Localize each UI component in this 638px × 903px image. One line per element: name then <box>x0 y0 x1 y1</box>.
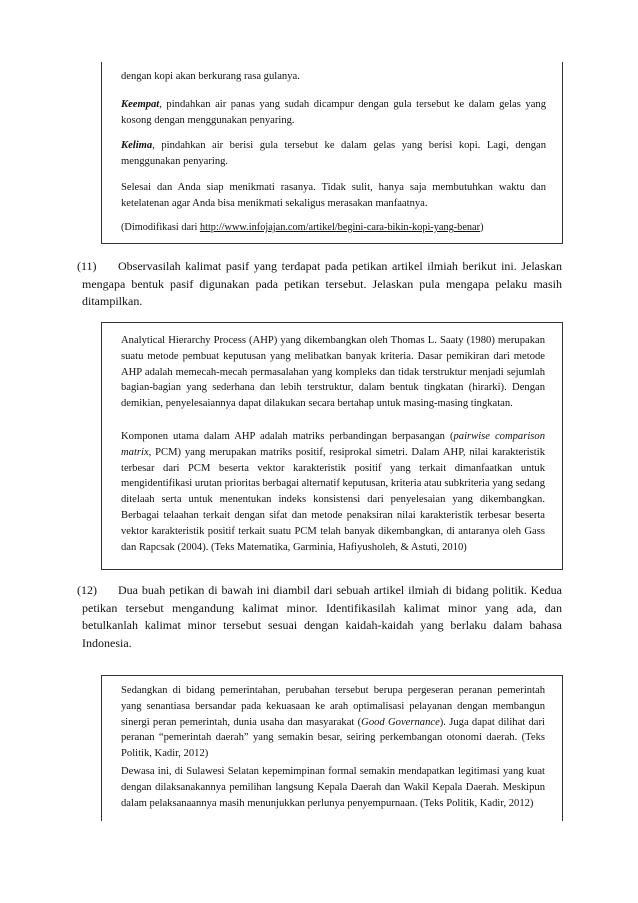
question-11-number: (11) <box>77 259 97 273</box>
ahp-paragraph-1: Analytical Hierarchy Process (AHP) yang dikembangkan oleh Thomas L. Saaty (1980) merupakan suatu metode pembuat keputusan yang melibatkan banyak kriteria. Dasar pemikiran dari metode AHP adalah memecah-mecah permasalahan yang kompleks dan tidak terstruktur menjadi sejumlah bagian-bagian yang sederhana dan lebih terstruktur, dalam bentuk tingkatan (hirarki). Dengan demikian, penyelesaiannya dapat dilakukan secara bertahap untuk masing-masing tingkatan. <box>121 335 545 410</box>
coffee-paragraph-kelima: Kelima, pindahkan air berisi gula tersebut ke dalam gelas yang berisi kopi. Lagi, dengan menggunakan penyaring. <box>121 140 546 167</box>
question-11-text: Observasilah kalimat pasif yang terdapat pada petikan artikel ilmiah berikut ini. Jelaskan mengapa bentuk pasif digunakan pada petikan tersebut. Jelaskan pula mengapa pelaku masih ditampilkan. <box>82 259 562 309</box>
source-link[interactable]: http://www.infojajan.com/artikel/begini-cara-bikin-kopi-yang-benar <box>199 222 481 233</box>
coffee-paragraph-selesai: Selesai dan Anda siap menikmati rasanya. Tidak sulit, hanya saja membutuhkan waktu dan ketelatenan agar Anda bisa menikmati sekaligus merasakan manfaatnya. <box>121 182 546 209</box>
keempat-label: Keempat <box>121 99 160 110</box>
question-12-number: (12) <box>77 583 97 597</box>
politik-paragraph-1: Sedangkan di bidang pemerintahan, perubahan tersebut berupa pergeseran peranan pemerintah yang senantiasa bersandar pada kekuasaan ke arah optimalisasi pelayanan dengan membangun sinergi peran pemerintah, dunia usaha dan masyarakat (Good Governance). Juga dapat dilihat dari peranan “pemerintah daerah” yang semakin besar, seiring perkembangan otonomi daerah. (Teks Politik, Kadir, 2012) <box>121 685 545 760</box>
politik-paragraph-2: Dewasa ini, di Sulawesi Selatan kepemimpinan formal semakin mendapatkan legitimasi yang kuat dengan dilaksanakannya pemilihan langsung Kepala Daerah dan Wakil Kepala Daerah. Meskipun dalam pelaksanaannya masih menunjukkan perlunya penyempurnaan. (Teks Politik, Kadir, 2012) <box>121 766 545 809</box>
kelima-label: Kelima <box>121 140 153 151</box>
good-governance-term: Good Governance <box>361 716 440 728</box>
ahp-paragraph-2: Komponen utama dalam AHP adalah matriks perbandingan berpasangan (pairwise comparison matrix, PCM) yang merupakan matriks positif, resiprokal simetri. Dalam AHP, nilai karakteristik terbesar dari PCM beserta vektor karakteristik positif yang terkait dimanfaatkan untuk mengidentifikasi urutan prioritas berbagai alternatif keputusan, kriteria atau subkriteria yang sedang ditelaah serta untuk menentukan indeks konsistensi dari penyelesaian yang dikembangkan. Berbagai telaahan terkait dengan sifat dan metode penaksiran nilai karakteristik terbesar beserta vektor karakteristik positif terkait suatu PCM telah banyak dikembangkan, di antaranya oleh Gass dan Rapcsak (2004). (Teks Matematika, Garminia, Hafiyusholeh, & Astuti, 2010) <box>121 431 546 553</box>
question-12-text: Dua buah petikan di bawah ini diambil dari sebuah artikel ilmiah di bidang politik. Kedua petikan tersebut mengandung kalimat minor. Identifikasilah kalimat minor yang ada, dan betulkanlah kalimat minor tersebut sesuai dengan kaidah-kaidah yang berlaku dalam bahasa Indonesia. <box>82 583 562 650</box>
coffee-paragraph-0: dengan kopi akan berkurang rasa gulanya. <box>121 71 300 82</box>
pairwise-term: pairwise comparison matrix <box>121 431 546 458</box>
coffee-source: (Dimodifikasi dari http://www.infojajan.com/artikel/begini-cara-bikin-kopi-yang-benar) <box>121 222 484 233</box>
coffee-paragraph-keempat: Keempat, pindahkan air panas yang sudah dicampur dengan gula tersebut ke dalam gelas yang kosong dengan menggunakan penyaring. <box>121 99 546 126</box>
